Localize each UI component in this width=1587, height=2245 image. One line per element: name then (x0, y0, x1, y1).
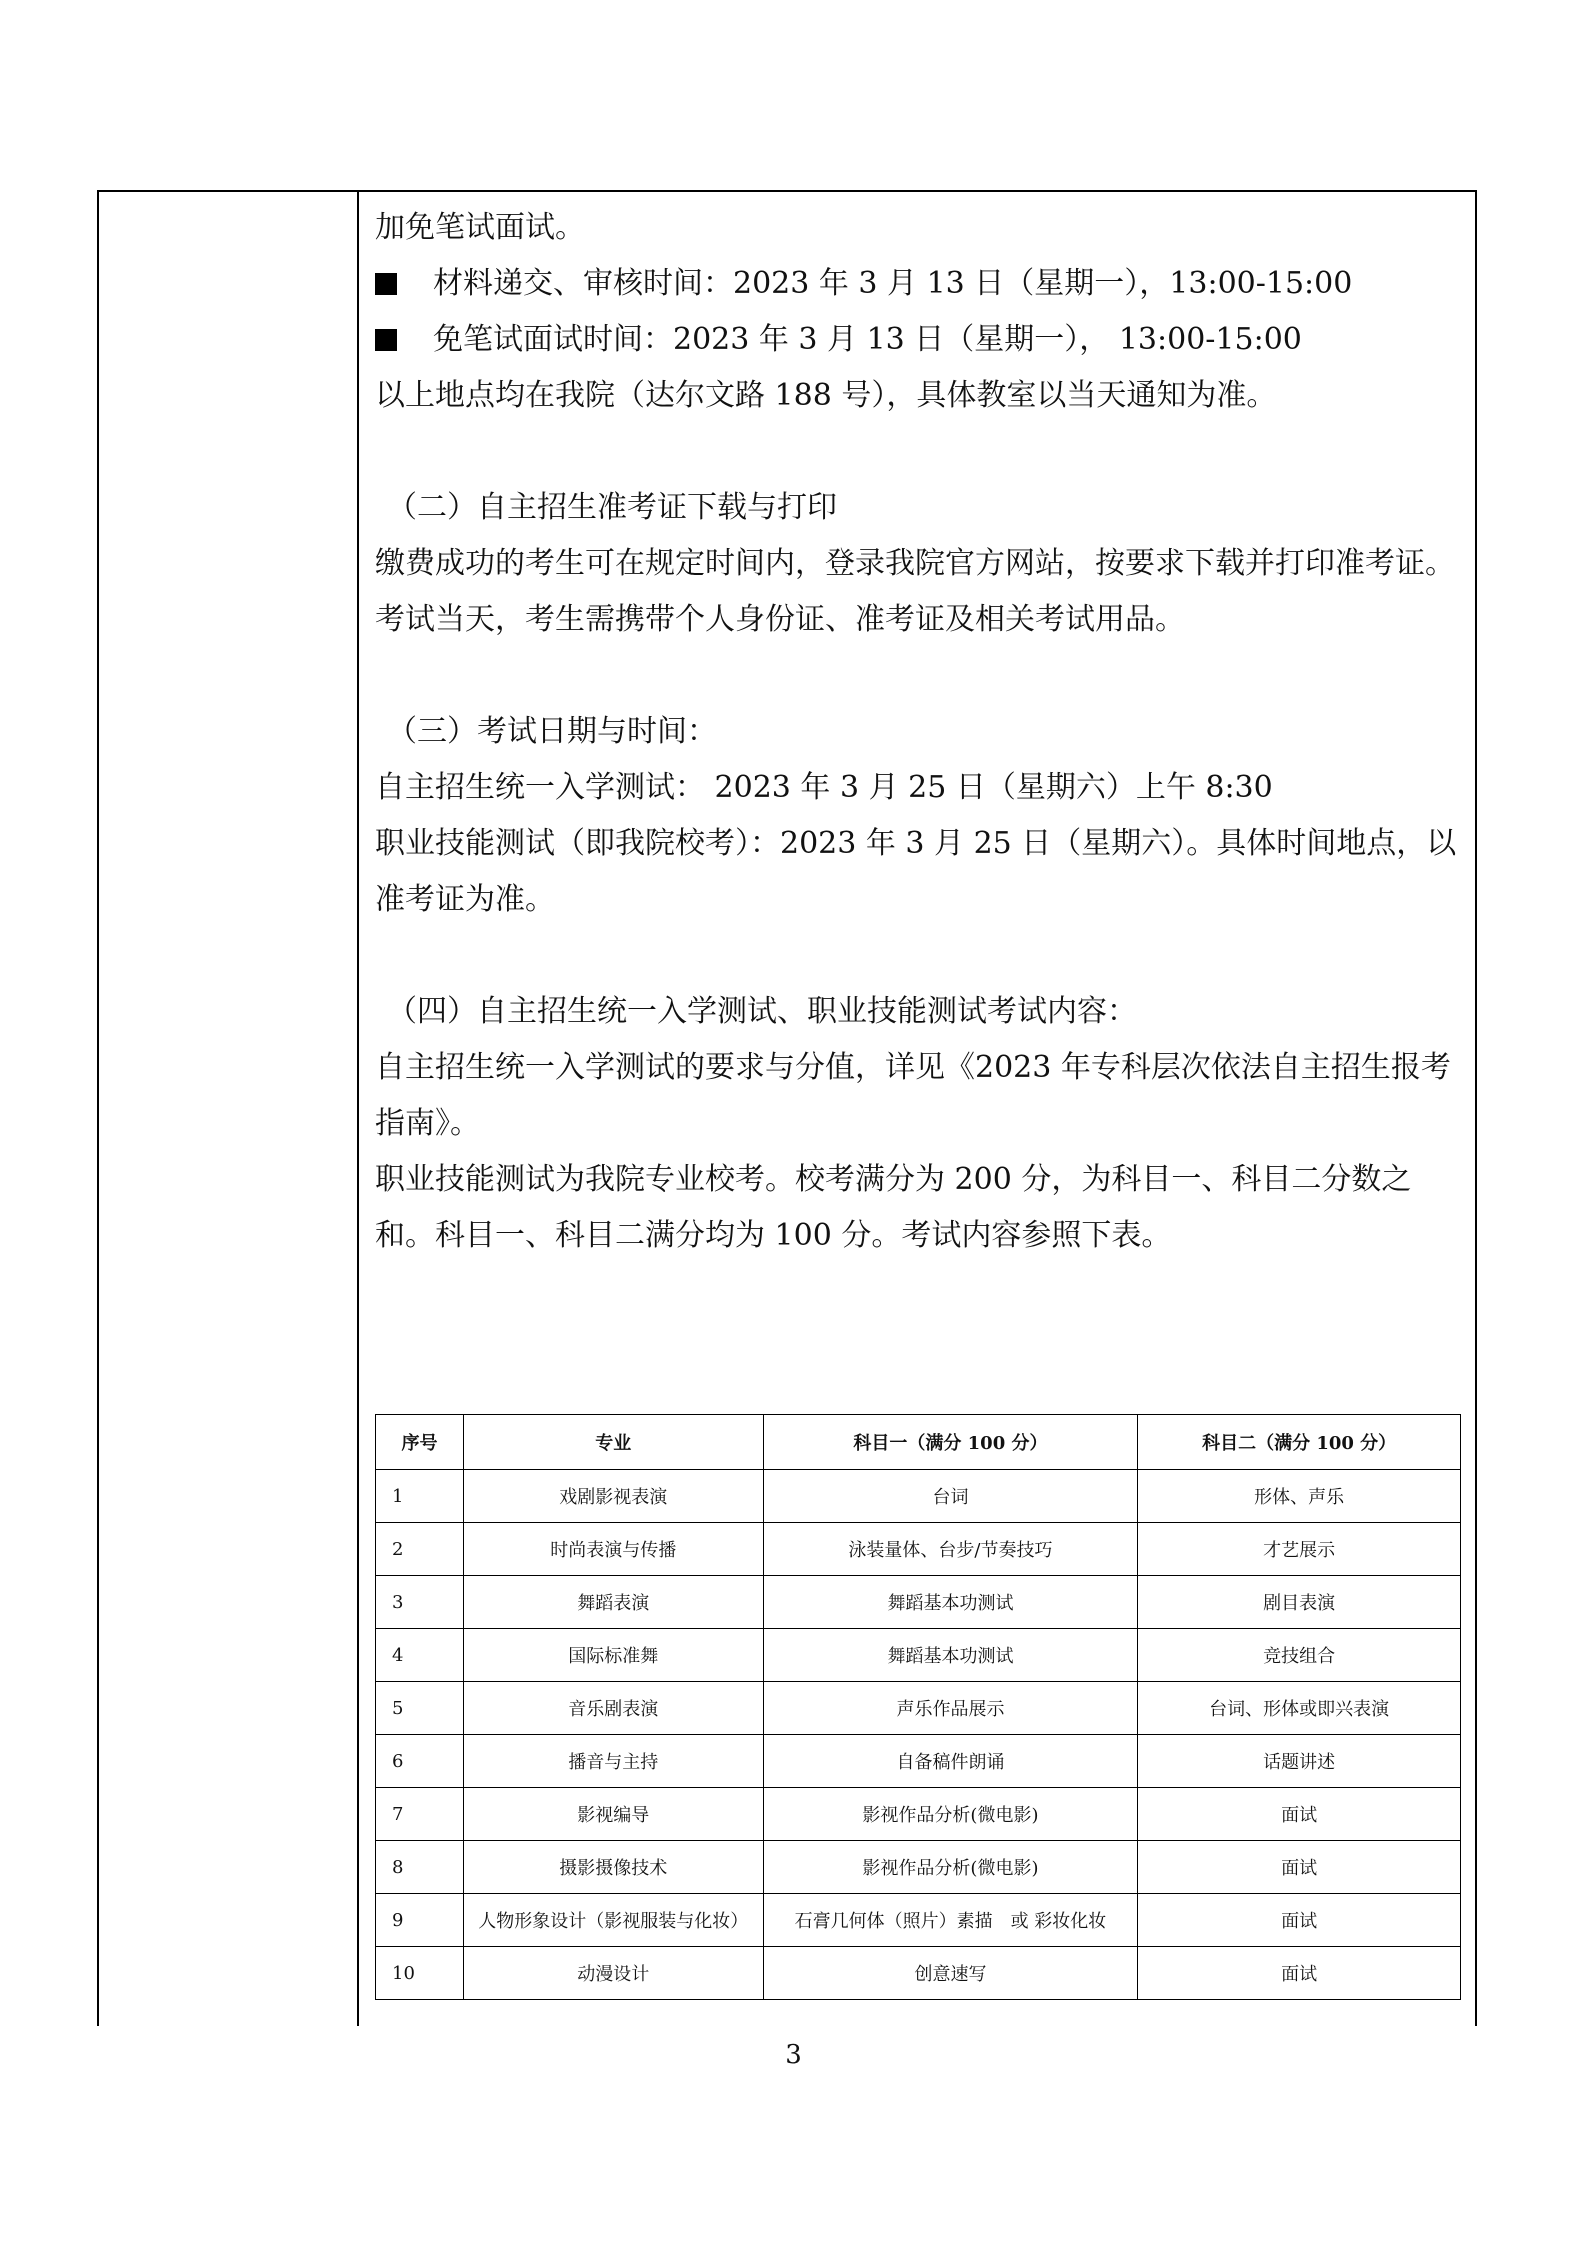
cell-subject-one: 泳装量体、台步/节奏技巧 (763, 1523, 1138, 1576)
table-row (376, 1629, 1461, 1682)
cell-subject-two: 面试 (1138, 1788, 1461, 1841)
paragraph: 自主招生统一入学测试的要求与分值，详见《2023 年专科层次依法自主招生报考指南》。 (375, 1050, 1451, 1141)
cell-index: 10 (376, 1947, 464, 2000)
cell-index: 8 (376, 1841, 464, 1894)
table-row (376, 1894, 1461, 1947)
square-bullet-icon (375, 329, 397, 351)
table-row (376, 1470, 1461, 1523)
page-number: 3 (785, 2040, 802, 2070)
cell-index: 1 (376, 1470, 464, 1523)
cell-subject-two: 形体、声乐 (1138, 1470, 1461, 1523)
table-row (376, 1947, 1461, 2000)
paragraph: 职业技能测试（即我院校考）：2023 年 3 月 25 日（星期六）。具体时间地点，以准考证为准。 (375, 826, 1457, 917)
table-row (376, 1735, 1461, 1788)
header-major: 专业 (463, 1415, 763, 1470)
header-index: 序号 (376, 1415, 464, 1470)
cell-major: 舞蹈表演 (463, 1576, 763, 1629)
paragraph: 考试当天，考生需携带个人身份证、准考证及相关考试用品。 (375, 602, 1185, 637)
cell-index: 7 (376, 1788, 464, 1841)
cell-index: 6 (376, 1735, 464, 1788)
bullet-item: 免笔试面试时间：2023 年 3 月 13 日（星期一）， 13:00-15:00 (375, 312, 1465, 368)
cell-index: 2 (376, 1523, 464, 1576)
cell-major: 摄影摄像技术 (463, 1841, 763, 1894)
cell-major: 国际标准舞 (463, 1629, 763, 1682)
table-row (376, 1576, 1461, 1629)
cell-major: 动漫设计 (463, 1947, 763, 2000)
paragraph: 自主招生统一入学测试： 2023 年 3 月 25 日（星期六）上午 8:30 (375, 770, 1273, 805)
header-subject-one: 科目一（满分 100 分） (763, 1415, 1138, 1470)
section-heading: （三）考试日期与时间： (387, 714, 717, 749)
table-row (376, 1841, 1461, 1894)
bullet-item: 材料递交、审核时间：2023 年 3 月 13 日（星期一），13:00-15:00 (375, 256, 1465, 312)
cell-subject-one: 创意速写 (763, 1947, 1138, 2000)
cell-subject-two: 竞技组合 (1138, 1629, 1461, 1682)
frame-column-divider (357, 190, 359, 2026)
text-line: 加免笔试面试。 (375, 210, 585, 245)
header-subject-two: 科目二（满分 100 分） (1138, 1415, 1461, 1470)
paragraph: 缴费成功的考生可在规定时间内，登录我院官方网站，按要求下载并打印准考证。 (375, 546, 1455, 581)
cell-subject-two: 剧目表演 (1138, 1576, 1461, 1629)
cell-subject-one: 影视作品分析(微电影) (763, 1841, 1138, 1894)
document-body (375, 200, 1465, 1264)
cell-major: 时尚表演与传播 (463, 1523, 763, 1576)
table-header-row (376, 1415, 1461, 1470)
cell-subject-two: 话题讲述 (1138, 1735, 1461, 1788)
exam-content-table (375, 1414, 1461, 2000)
square-bullet-icon (375, 273, 397, 295)
cell-subject-two: 面试 (1138, 1947, 1461, 2000)
cell-subject-two: 面试 (1138, 1894, 1461, 1947)
cell-subject-one: 声乐作品展示 (763, 1682, 1138, 1735)
table-row (376, 1682, 1461, 1735)
paragraph: 职业技能测试为我院专业校考。校考满分为 200 分，为科目一、科目二分数之和。科目一、科目二满分均为 100 分。考试内容参照下表。 (375, 1162, 1412, 1253)
cell-major: 音乐剧表演 (463, 1682, 763, 1735)
cell-subject-two: 面试 (1138, 1841, 1461, 1894)
cell-subject-one: 石膏几何体（照片）素描 或 彩妆化妆 (763, 1894, 1138, 1947)
section-heading: （四）自主招生统一入学测试、职业技能测试考试内容： (387, 994, 1137, 1029)
text-line: 以上地点均在我院（达尔文路 188 号），具体教室以当天通知为准。 (375, 378, 1277, 413)
cell-major: 影视编导 (463, 1788, 763, 1841)
cell-subject-one: 自备稿件朗诵 (763, 1735, 1138, 1788)
cell-subject-one: 舞蹈基本功测试 (763, 1629, 1138, 1682)
cell-subject-two: 台词、形体或即兴表演 (1138, 1682, 1461, 1735)
cell-major: 播音与主持 (463, 1735, 763, 1788)
cell-major: 人物形象设计（影视服装与化妆） (463, 1894, 763, 1947)
cell-index: 9 (376, 1894, 464, 1947)
cell-subject-one: 影视作品分析(微电影) (763, 1788, 1138, 1841)
cell-major: 戏剧影视表演 (463, 1470, 763, 1523)
section-heading: （二）自主招生准考证下载与打印 (387, 490, 837, 525)
cell-subject-one: 舞蹈基本功测试 (763, 1576, 1138, 1629)
cell-index: 4 (376, 1629, 464, 1682)
cell-index: 5 (376, 1682, 464, 1735)
cell-subject-two: 才艺展示 (1138, 1523, 1461, 1576)
cell-subject-one: 台词 (763, 1470, 1138, 1523)
cell-index: 3 (376, 1576, 464, 1629)
table-row (376, 1523, 1461, 1576)
table-row (376, 1788, 1461, 1841)
